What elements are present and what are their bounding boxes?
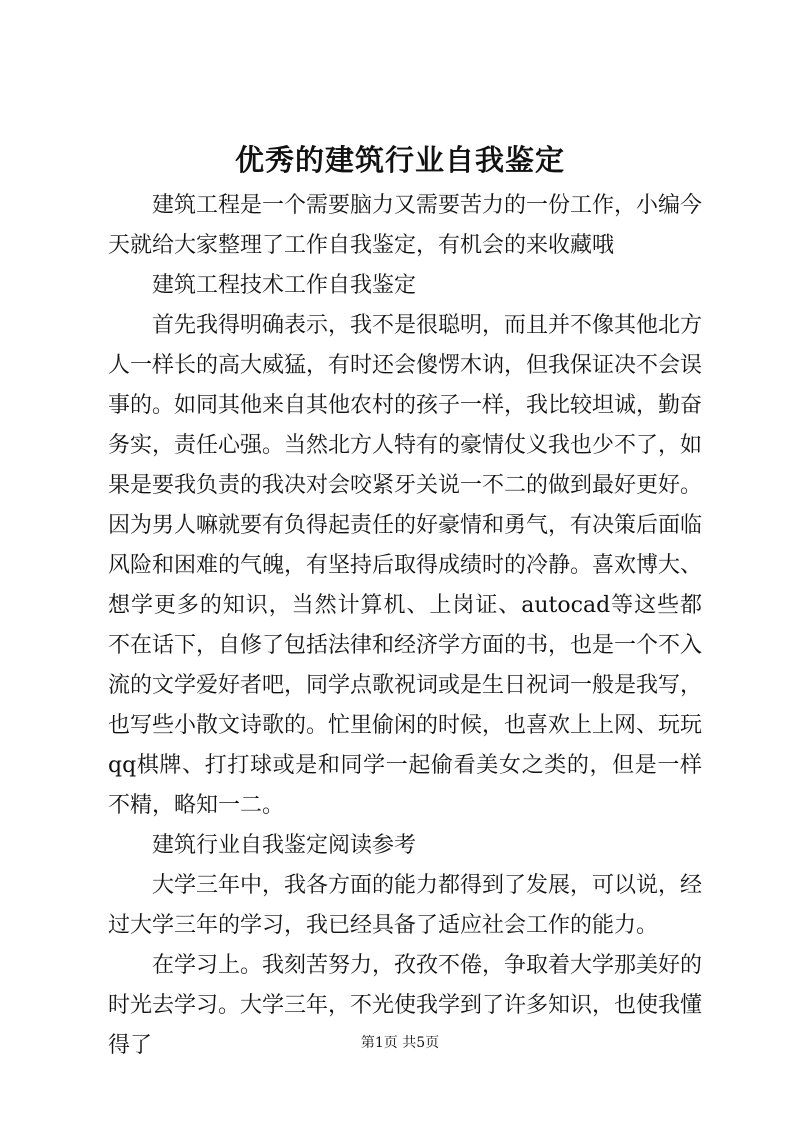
technical-paragraph: 首先我得明确表示，我不是很聪明，而且并不像其他北方人一样长的高大威猛，有时还会傻愣木讷，但我保证决不会误事的。如同其他来自其他农村的孩子一样，我比较坦诚，勤奋务实，责任心强。当然北方人特有的豪情仗义我也少不了，如果是要我负责的我决对会咬紧牙关说一不二的做到最好更好。因为男人嘛就要有负得起责任的好豪情和勇气，有决策后面临风险和困难的气魄，有坚持后取得成绩时的冷静。喜欢博大、想学更多的知识，当然计算机、上岗证、autocad等这些都不在话下，自修了包括法律和经济学方面的书，也是一个不入流的文学爱好者吧，同学点歌祝词或是生日祝词一般是我写，也写些小散文诗歌的。忙里偷闲的时候，也喜欢上上网、玩玩qq棋牌、打打球或是和同学一起偷看美女之类的，但是一样不精，略知一二。 <box>108 313 703 818</box>
document-body <box>108 186 702 1066</box>
section-heading-reference: 建筑行业自我鉴定阅读参考 <box>152 833 417 858</box>
section-heading-technical: 建筑工程技术工作自我鉴定 <box>152 273 417 298</box>
study-paragraph: 在学习上。我刻苦努力，孜孜不倦，争取着大学那美好的时光去学习。大学三年，不光使我学到了许多知识，也使我懂得了 <box>108 953 703 1058</box>
page-footer: 第1页 共5页 <box>360 1035 440 1051</box>
page-title: 优秀的建筑行业自我鉴定 <box>234 143 565 177</box>
university-paragraph: 大学三年中，我各方面的能力都得到了发展，可以说，经过大学三年的学习，我已经具备了适应社会工作的能力。 <box>108 873 703 938</box>
intro-paragraph: 建筑工程是一个需要脑力又需要苦力的一份工作，小编今天就给大家整理了工作自我鉴定，有机会的来收藏哦 <box>108 193 703 258</box>
